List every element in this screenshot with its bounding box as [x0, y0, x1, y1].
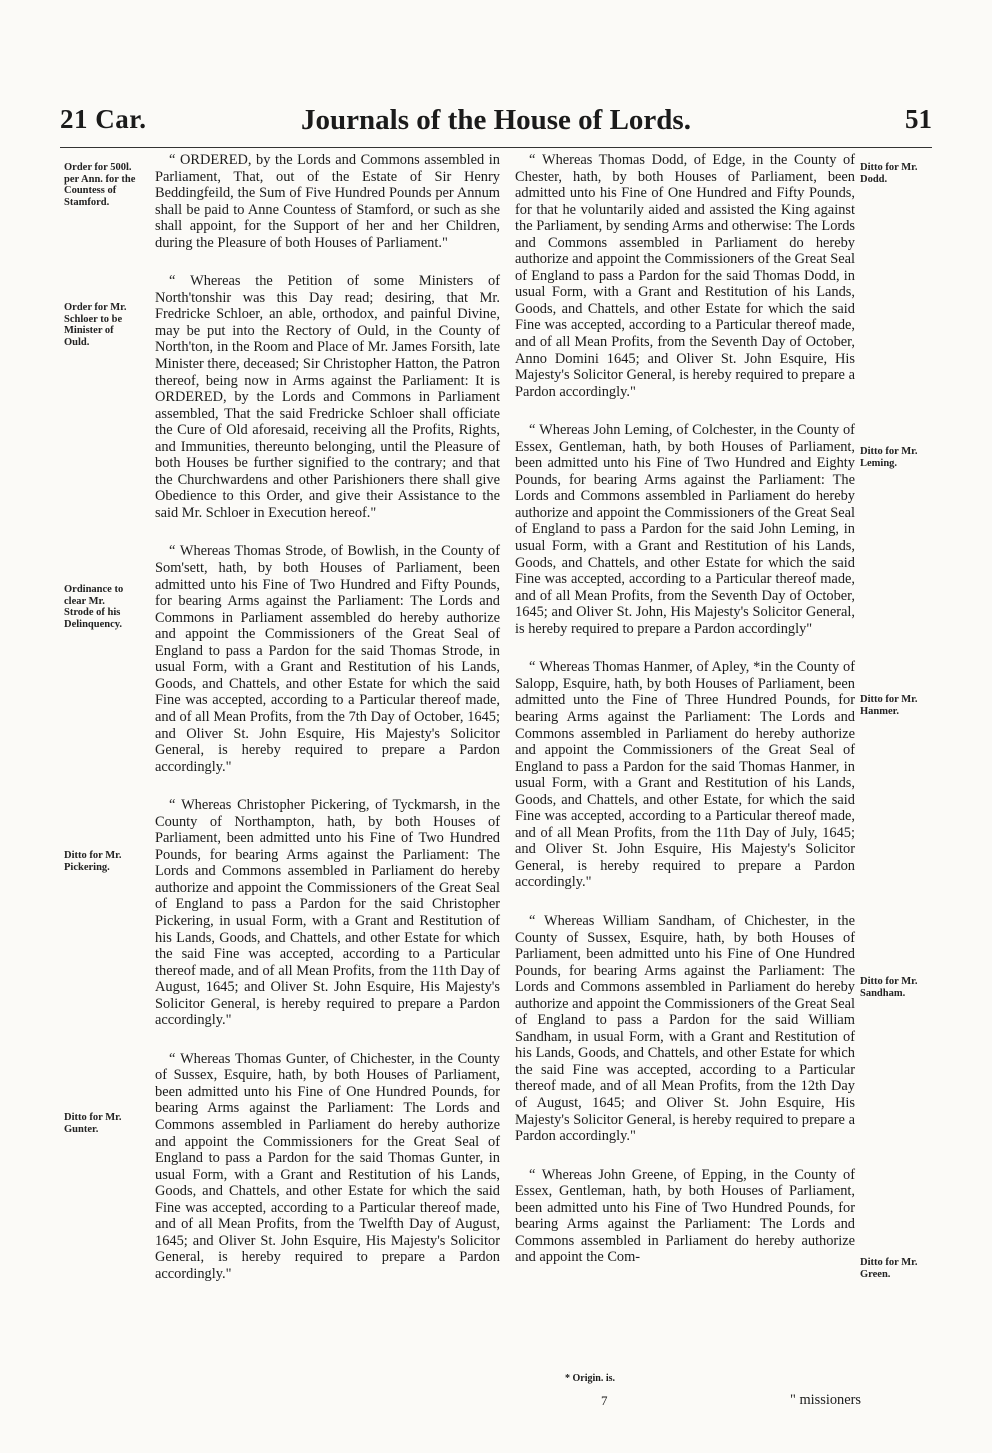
right-column: [515, 152, 855, 1266]
signature-mark: 7: [601, 1393, 608, 1408]
ordinance-paragraph: “ Whereas John Leming, of Colchester, in the County of Essex, Gentleman, hath, by both Houses of Parliament, been admitted unto his Fine of Two Hundred and Eighty Pounds, for bearing Arms against the Parliament: The Lords and Commons assembled in Parliament do hereby authorize and appoint the Commissioners of the Great Seal of England to pass a Pardon for the said John Leming, in usual Form, with a Grant and Restitution of his Lands, Goods, and Chattels, and other Estate for which the said Fine was accepted, according to a Particular thereof made, and of all Mean Profits, from the Seventh Day of October, 1645; and Oliver St. John, His Majesty's Solicitor General, is hereby required to prepare a Pardon accordingly": [515, 422, 855, 637]
page-number: 51: [905, 104, 932, 134]
page-header: [60, 104, 932, 144]
margin-note-right: Ditto for Mr. Green.: [860, 1257, 918, 1280]
running-title: Journals of the House of Lords.: [301, 104, 691, 136]
regnal-year: 21 Car.: [60, 104, 147, 134]
margin-note-left: Ditto for Mr. Gunter.: [64, 1112, 122, 1135]
ordinance-paragraph: “ Whereas Thomas Strode, of Bowlish, in the County of Som'sett, hath, by both Houses of Parliament, been admitted unto his Fine of Two Hundred and Fifty Pounds, for bearing Arms against the Parliament: The Lords and Commons in Parliament assembled do hereby authorize and appoint the Commissioners of the Great Seal of England to pass a Pardon for the said Thomas Strode, in usual Form, with a Grant and Restitution of his Lands, Goods, and Chattels, and other Estate for which the said Fine was accepted, according to a Particular thereof made, and of all Mean Profits, from the 7th Day of October, 1645; and Oliver St. John Esquire, His Majesty's Solicitor General, is hereby required to prepare a Pardon accordingly.": [155, 543, 500, 775]
margin-note-right: Ditto for Mr. Dodd.: [860, 162, 918, 185]
left-column: [155, 152, 500, 1282]
margin-note-left: Ditto for Mr. Pickering.: [64, 850, 122, 873]
footnote: * Origin. is.: [565, 1373, 616, 1384]
ordinance-paragraph: “ Whereas John Greene, of Epping, in the County of Essex, Gentleman, hath, by both Houses of Parliament, been admitted unto his Fine of Two Hundred Pounds, for bearing Arms against the Parliament: The Lords and Commons assembled in Parliament do hereby authorize and appoint the Com-: [515, 1167, 855, 1266]
ordinance-paragraph: “ Whereas William Sandham, of Chichester, in the County of Sussex, Esquire, hath, by both Houses of Parliament, been admitted unto his Fine of One Hundred Pounds, for bearing Arms against the Parliament: The Lords and Commons assembled in Parliament do hereby authorize and appoint the Commissioners of the Great Seal of England to pass a Pardon for the said William Sandham, in usual Form, with a Grant and Restitution of his Lands, Goods, and Chattels, and other Estate for which the said Fine was accepted, according to a Particular thereof made, and of all Mean Profits, from the 12th Day of August, 1645; and Oliver St. John Esquire, His Majesty's Solicitor General, is hereby required to prepare a Pardon accordingly.": [515, 913, 855, 1145]
margin-note-left: Order for 500l. per Ann. for the Countess of Stamford.: [64, 162, 136, 208]
margin-note-left: Order for Mr. Schloer to be Minister of Ould.: [64, 302, 127, 348]
catchword: " missioners: [790, 1392, 862, 1408]
ordinance-paragraph: “ Whereas Christopher Pickering, of Tyckmarsh, in the County of Northampton, hath, by both Houses of Parliament, been admitted unto his Fine of Two Hundred Pounds, for bearing Arms against the Parliament: The Lords and Commons assembled in Parliament do hereby authorize and appoint the Commissioners of the Great Seal of England to pass a Pardon for the said Christopher Pickering, in usual Form, with a Grant and Restitution of his Lands, Goods, and Chattels, and other Estate for which the said Fine was accepted, according to a Particular thereof made, and of all Mean Profits, from the 11th Day of August, 1645; and Oliver St. John Esquire, His Majesty's Solicitor General, is hereby required to prepare a Pardon accordingly.": [155, 797, 500, 1029]
ordinance-paragraph: “ Whereas Thomas Gunter, of Chichester, in the County of Sussex, Esquire, hath, by both Houses of Parliament, been admitted unto his Fine of One Hundred Pounds, for bearing Arms against the Parliament: The Lords and Commons assembled in Parliament do hereby authorize and appoint the Commissioners for the Great Seal of England to pass a Pardon for the said Thomas Gunter, in usual Form, with a Grant and Restitution of his Lands, Goods, and Chattels, and other Estate for which the said Fine was accepted, according to a Particular thereof made, and of all Mean Profits, from the Twelfth Day of August, 1645; and Oliver St. John Esquire, His Majesty's Solicitor General, is hereby required to prepare a Pardon accordingly.": [155, 1051, 500, 1283]
order-paragraph: “ ORDERED, by the Lords and Commons assembled in Parliament, That, out of the Estate of Sir Henry Beddingfeild, the Sum of Five Hundred Pounds per Annum shall be paid to Anne Countess of Stamford, or such as she shall appoint, for the Support of her and her Children, during the Pleasure of both Houses of Parliament.": [155, 152, 500, 251]
ordinance-paragraph: “ Whereas Thomas Hanmer, of Apley, *in the County of Salopp, Esquire, hath, by both Houses of Parliament, been admitted unto the Fine of Three Hundred Pounds, for bearing Arms against the Parliament: The Lords and Commons assembled in Parliament do hereby authorize and appoint the Commissioners of the Great Seal of England to pass a Pardon for the said Thomas Hanmer, in usual Form, with a Grant and Restitution of his Lands, Goods, and Chattels, and other Estate, for which the said Fine was accepted, according to a Particular thereof made, and of all Mean Profits, from the 11th Day of July, 1645; and Oliver St. John Esquire, His Majesty's Solicitor General, is hereby required to prepare a Pardon accordingly.": [515, 659, 855, 891]
margin-note-right: Ditto for Mr. Sandham.: [860, 976, 918, 999]
header-rule: [60, 147, 932, 148]
ordinance-paragraph: “ Whereas Thomas Dodd, of Edge, in the County of Chester, hath, by both Houses of Parliament, been admitted unto his Fine of One Hundred and Fifty Pounds, for that he voluntarily aided and assisted the King against the Parliament, by sending Arms and otherwise: The Lords and Commons assembled in Parliament do hereby authorize and appoint the Commissioners of the Great Seal of England to pass a Pardon for the said Thomas Dodd, in usual Form, with a Grant and Restitution of his Lands, Goods, and Chattels, and other Estate for which the said Fine was accepted, according to a Particular thereof made, and of all Mean Profits, from the Seventh Day of October, Anno Domini 1645; and Oliver St. John Esquire, His Majesty's Solicitor General, is hereby required to prepare a Pardon accordingly.": [515, 152, 855, 400]
order-paragraph: “ Whereas the Petition of some Ministers of North'tonshir was this Day read; desiring, that Mr. Fredricke Schloer, an able, orthodox, and painful Divine, may be put into the Rectory of Ould, in the County of North'ton, in the Room and Place of Mr. James Forsith, late Minister there, deceased; Sir Christopher Hatton, the Patron thereof, being now in Arms against the Parliament: It is ORDERED, by the Lords and Commons in Parliament assembled, That the said Fredricke Schloer shall officiate the Cure of Old aforesaid, receiving all the Profits, Rights, and Immunities, thereunto belonging, until the Pleasure of both Houses be further signified to the contrary; and that the Churchwardens and other Parishioners there shall give Obedience to this Order, and give their Assistance to the said Mr. Schloer in Execution hereof.": [155, 273, 500, 521]
margin-note-left: Ordinance to clear Mr. Strode of his Delinquency.: [64, 584, 124, 630]
margin-note-right: Ditto for Mr. Hanmer.: [860, 694, 918, 717]
margin-note-right: Ditto for Mr. Leming.: [860, 446, 918, 469]
